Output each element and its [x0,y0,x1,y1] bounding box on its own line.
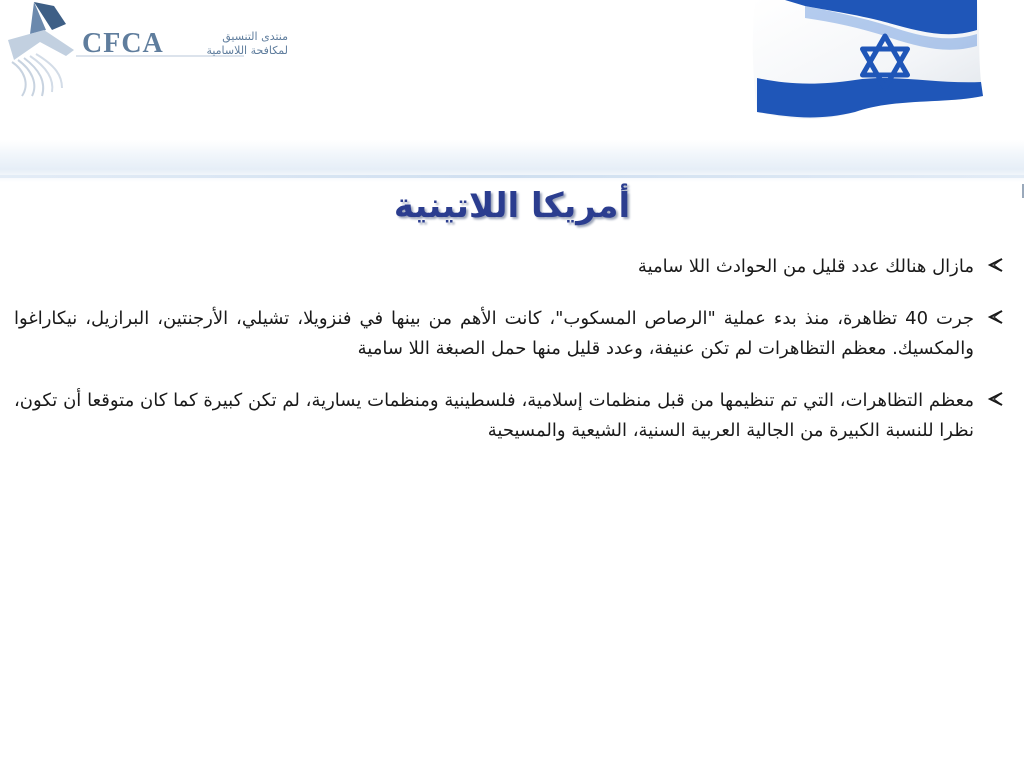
arrow-check-icon [986,389,1004,409]
bullet-list [14,252,1010,446]
header-divider [0,175,1024,178]
cfca-logo [4,0,294,100]
israel-flag-icon [745,0,985,125]
slide-header [0,0,1024,182]
bullet-item [14,252,1010,282]
arrow-check-icon [986,307,1004,327]
logo-wordmark: CFCA [82,28,164,59]
bullet-item [14,386,1010,446]
bullet-item [14,304,1010,364]
logo-arabic-line2: لمكافحة اللاسامية [206,44,288,57]
slide-title: أمريكا اللاتينية [393,186,631,226]
bullet-text: معظم التظاهرات، التي تم تنظيمها من قبل منظمات إسلامية، فلسطينية ومنظمات يسارية، لم تكن كبيرة كما كان متوقعا أن تكون، نظرا للنسبة الكبيرة من الجالية العربية السنية، الشيعية والمسيحية [14,390,974,441]
arrow-check-icon [986,255,1004,275]
bullet-text: جرت 40 تظاهرة، منذ بدء عملية "الرصاص المسكوب"، كانت الأهم من بينها في فنزويلا، تشيلي، الأرجنتين، البرازيل، نيكاراغوا والمكسيك. معظم التظاهرات لم تكن عنيفة، وعدد قليل منها حمل الصبغة اللا سامية [14,308,974,359]
bullet-text: مازال هنالك عدد قليل من الحوادث اللا سامية [637,256,974,277]
logo-arabic-line1: منتدى التنسيق [222,30,288,43]
